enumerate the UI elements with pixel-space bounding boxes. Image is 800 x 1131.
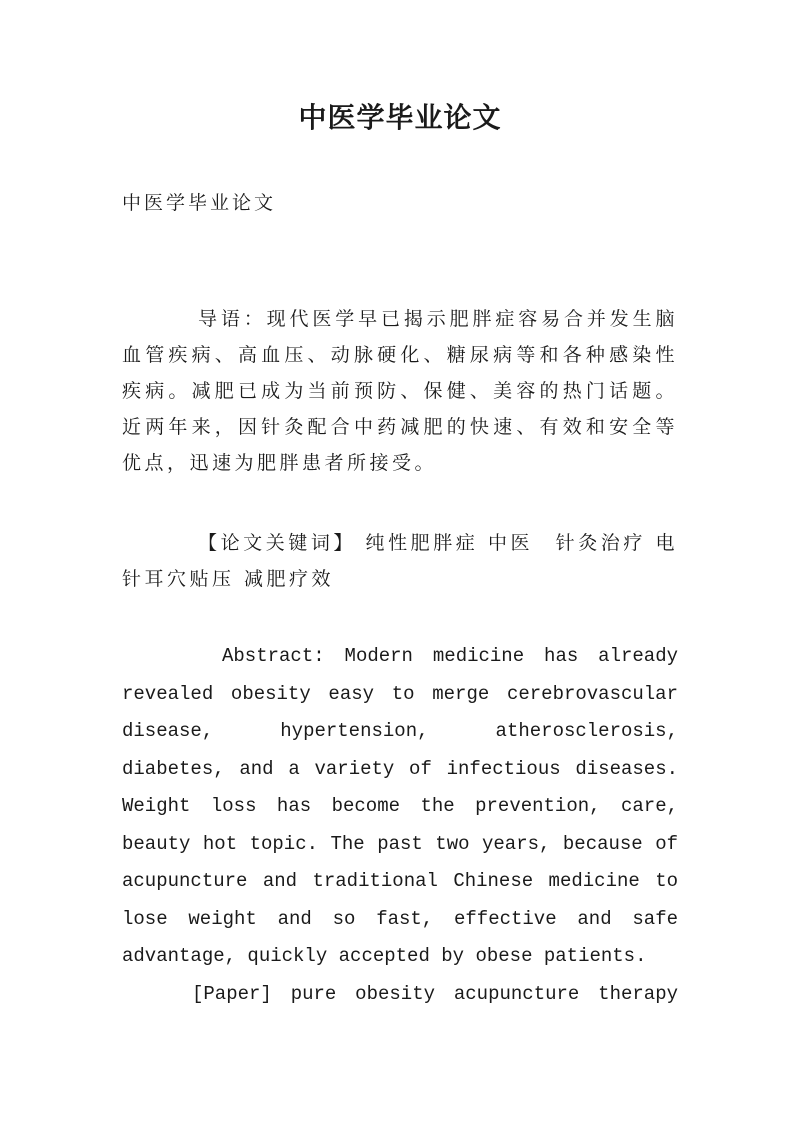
intro-paragraph: 导语：现代医学早已揭示肥胖症容易合并发生脑血管疾病、高血压、动脉硬化、糖尿病等和各种感染性疾病。减肥已成为当前预防、保健、美容的热门话题。近两年来，因针灸配合中药减肥的快速、有效和安全等优点，迅速为肥胖患者所接受。 <box>122 308 678 474</box>
document-subtitle: 中医学毕业论文 <box>122 192 277 214</box>
keywords-paragraph: 【论文关键词】 纯性肥胖症 中医 针灸治疗 电针耳穴贴压 减肥疗效 <box>122 532 678 590</box>
paper-keywords-paragraph: [Paper] pure obesity acupuncture therapy <box>192 983 678 1005</box>
document-title: 中医学毕业论文 <box>298 101 502 134</box>
abstract-paragraph: Abstract: Modern medicine has already revealed obesity easy to merge cerebrovascular disease, hypertension, atherosclerosis, diabetes, and a variety of infectious diseases. Weight loss has become the prevention, care, beauty hot topic. The past two years, because of acupuncture and traditional Chinese medicine to lose weight and so fast, effective and safe advantage, quickly accepted by obese patients. <box>122 645 678 967</box>
